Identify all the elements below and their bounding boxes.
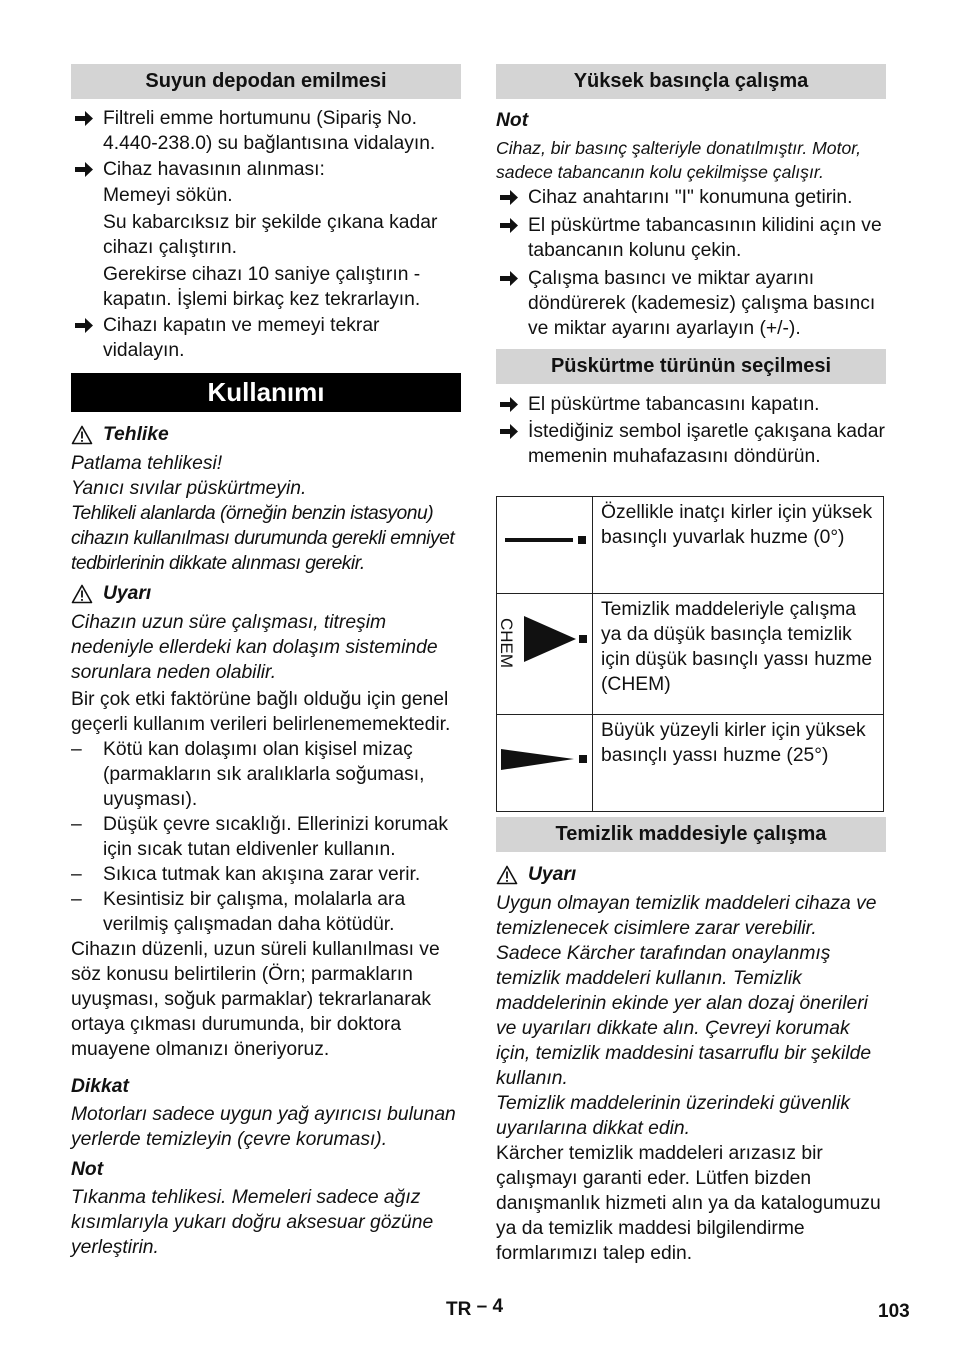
chem-jet-icon xyxy=(497,594,592,707)
arrow-right-icon xyxy=(498,185,520,210)
doctor-text: Cihazın düzenli, uzun süreli kullanılması ve söz konusu belirtilerin (Örn; parmakların uyuşması, soğuk parmaklar) tekrarlanarak ortaya çıkması durumunda, bir doktora muayene olmanızı öneriyoruz. xyxy=(71,939,440,1060)
section-heading-detergent: Temizlik maddesiyle çalışma xyxy=(496,817,886,852)
nozzle-description: Özellikle inatçı kirler için yüksek basınçlı yuvarlak huzme (0°) xyxy=(593,497,884,594)
nozzle-description: Büyük yüzeyli kirler için yüksek basınçlı yassı huzme (25°) xyxy=(593,715,884,812)
round-jet-icon xyxy=(497,497,592,586)
table-row xyxy=(497,715,884,812)
list-item: Filtreli emme hortumunu (Sipariş No. 4.440-238.0) su bağlantısına vidalayın. xyxy=(71,106,461,156)
nozzle-description: Temizlik maddeleriyle çalışma ya da düşük basınçla temizlik için düşük basınçlı yassı huzme (CHEM) xyxy=(593,594,884,715)
section-heading-high-pressure: Yüksek basınçla çalışma xyxy=(496,64,886,99)
danger-text: Patlama tehlikesi! Yanıcı sıvılar püskürtmeyin. Tehlikeli alanlarda (örneğin benzin istasyonu) cihazın kullanılması durumunda gerekli emniyet tedbirlerinin dikkate alınması gerekir. xyxy=(71,453,455,574)
warning-text: Cihazın uzun süre çalışması, titreşim nedeniyle ellerdeki kan dolaşım sisteminde sorunlara neden olabilir. xyxy=(71,612,438,683)
factors-list xyxy=(71,737,461,937)
danger-title: Tehlike xyxy=(71,422,461,447)
list-item: El püskürtme tabancasını kapatın. xyxy=(496,392,886,417)
note-text: Tıkanma tehlikesi. Memeleri sadece ağız kısımlarıyla yukarı doğru aksesuar gözüne yerleştirin. xyxy=(71,1187,434,1258)
left-column xyxy=(71,64,461,1260)
arrow-right-icon xyxy=(498,419,520,444)
caution-text: Motorları sadece uygun yağ ayırıcısı bulunan yerlerde temizleyin (çevre koruması). xyxy=(71,1104,456,1150)
detergent-text: Kärcher temizlik maddeleri arızasız bir çalışmayı garanti eder. Lütfen bizden danışmanlık hizmeti alın ya da katalogumuzu ya da temizlik maddesi bilgilendirme formlarımızı talep edin. xyxy=(496,1143,881,1264)
list-item: Çalışma basıncı ve miktar ayarını döndürerek (kademesiz) çalışma basıncı ve miktar ayarını ayarlayın (+/-). xyxy=(496,266,886,341)
caution-title: Dikkat xyxy=(71,1076,129,1097)
list-item: Memeyi sökün. xyxy=(103,185,233,206)
section-heading-suction: Suyun depodan emilmesi xyxy=(71,64,461,99)
arrow-right-icon xyxy=(73,157,95,182)
list-item: Cihaz anahtarını "I" konumuna getirin. xyxy=(496,185,886,210)
list-item: – Sıkıca tutmak kan akışına zarar verir. xyxy=(71,864,421,885)
warning-triangle-icon xyxy=(496,865,518,885)
list-item: Su kabarcıksız bir şekilde çıkana kadar cihazı çalıştırın. xyxy=(103,212,438,258)
high-pressure-steps xyxy=(496,185,886,341)
warning-title: Uyarı xyxy=(496,862,886,887)
spray-steps xyxy=(496,392,886,469)
section-heading-usage: Kullanımı xyxy=(71,373,461,412)
nozzle-table xyxy=(496,496,884,812)
table-row xyxy=(497,497,884,594)
footer-section-label: TR – 4 xyxy=(446,1296,504,1320)
note-title: Not xyxy=(496,110,529,131)
factors-intro: Bir çok etki faktörüne bağlı olduğu için genel geçerli kullanım verileri belirlenememektedir. xyxy=(71,689,451,735)
list-item: El püskürtme tabancasının kilidini açın ve tabancanın kolunu çekin. xyxy=(496,213,886,263)
warning-triangle-icon xyxy=(71,584,93,604)
list-item: İstediğiniz sembol işaretle çakışana kadar memenin muhafazasını döndürün. xyxy=(496,419,886,469)
note-title: Not xyxy=(71,1159,104,1180)
arrow-right-icon xyxy=(498,266,520,291)
arrow-right-icon xyxy=(498,213,520,238)
suction-instructions xyxy=(71,106,461,363)
flat-jet-icon xyxy=(497,715,592,804)
arrow-right-icon xyxy=(73,106,95,131)
warning-text: Uygun olmayan temizlik maddeleri cihaza ve temizlenecek cisimlere zarar verebilir. Sadece Kärcher tarafından onaylanmış temizlik maddeleri kullanın. Temizlik maddelerinin ekinde yer alan dozaj önerileri ve uyarıları dikkate alın. Çevreyi korumak için, temizlik maddesini tasarruflu bir şekilde kullanın. xyxy=(496,893,877,1089)
nozzle-symbol-cell xyxy=(497,497,593,594)
warning-text: Temizlik maddelerinin üzerindeki güvenlik uyarılarına dikkat edin. xyxy=(496,1093,851,1139)
table-row xyxy=(497,594,884,715)
list-item: Cihazı kapatın ve memeyi tekrar vidalayın. xyxy=(71,313,461,363)
nozzle-symbol-cell xyxy=(497,715,593,812)
arrow-right-icon xyxy=(498,392,520,417)
chem-label: CHEM xyxy=(497,618,516,669)
list-item: Cihaz havasının alınması: xyxy=(71,157,461,182)
page-number: 103 xyxy=(878,1301,910,1322)
list-item: – Kesintisiz bir çalışma, molalarla ara verilmiş çalışmadan daha kötüdür. xyxy=(71,889,406,935)
right-column xyxy=(496,64,886,1266)
warning-title: Uyarı xyxy=(71,581,461,606)
warning-triangle-icon xyxy=(71,425,93,445)
arrow-right-icon xyxy=(73,313,95,338)
note-text: Cihaz, bir basınç şalteriyle donatılmıştır. Motor, sadece tabancanın kolu çekilmişse çalışır. xyxy=(496,138,862,182)
list-item: – Kötü kan dolaşımı olan kişisel mizaç (parmakların sık aralıklarla soğuması, uyuşması). xyxy=(71,739,425,810)
list-item: – Düşük çevre sıcaklığı. Ellerinizi korumak için sıcak tutan eldivenler kullanın. xyxy=(71,814,449,860)
list-item: Gerekirse cihazı 10 saniye çalıştırın - kapatın. İşlemi birkaç kez tekrarlayın. xyxy=(103,264,421,310)
nozzle-symbol-cell xyxy=(497,594,593,715)
section-heading-spray-type: Püskürtme türünün seçilmesi xyxy=(496,349,886,384)
